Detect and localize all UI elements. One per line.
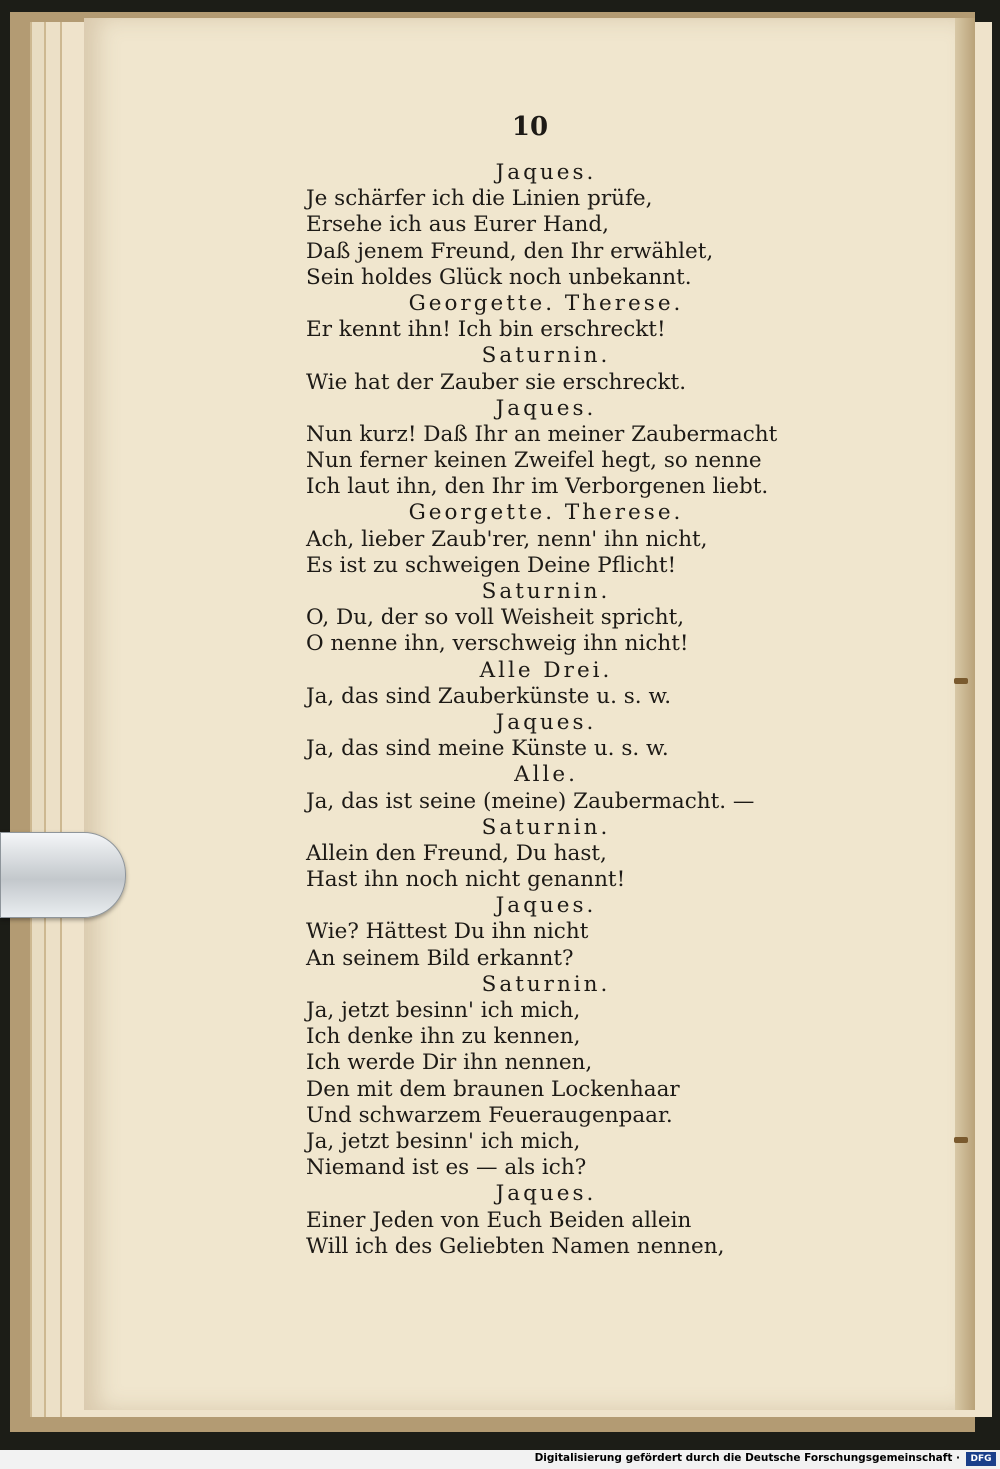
page-clip [0,832,126,918]
verse-line: Wie? Hättest Du ihn nicht [306,919,589,945]
verse-line: Sein holdes Glück noch unbekannt. [306,264,692,290]
speaker-name: Saturnin. [481,579,611,604]
page-number: 10 [511,112,549,142]
verse-line: Ich werde Dir ihn nennen, [306,1050,593,1076]
verse-line: Nun kurz! Daß Ihr an meiner Zaubermacht [306,421,778,447]
page-gutter-edge [955,18,975,1410]
verse-line: Ich laut ihn, den Ihr im Verborgenen liebt. [306,474,769,500]
verse-line: Will ich des Geliebten Namen nennen, [306,1233,725,1259]
speaker-name: Jaques. [495,709,597,735]
speaker-name: Jaques. [495,395,597,421]
verse-line: Nun ferner keinen Zweifel hegt, so nenne [306,448,762,474]
binding-thread [954,678,968,684]
speaker-name: Saturnin. [481,343,611,369]
verse-line: Ersehe ich aus Eurer Hand, [306,212,609,238]
speaker-name: Jaques. [495,1181,597,1207]
verse-line: Es ist zu schweigen Deine Pflicht! [306,552,677,578]
verse-line: Den mit dem braunen Lockenhaar [306,1076,680,1102]
speaker-name: Saturnin. [481,814,611,840]
speaker-name: Georgette. Therese. [408,290,684,316]
verse-line: Und schwarzem Feueraugenpaar. [306,1102,673,1128]
funding-credit: Digitalisierung gefördert durch die Deutsche Forschungsgemeinschaft · [534,1452,960,1464]
speaker-name: Alle Drei. [479,657,613,683]
verse-line: Ja, jetzt besinn' ich mich, [306,1128,581,1154]
speaker-name: Jaques. [495,160,597,185]
verse-line: Niemand ist es — als ich? [306,1155,587,1181]
speaker-name: Saturnin. [481,971,611,997]
verse-line: O nenne ihn, verschweig ihn nicht! [306,631,689,657]
binding-thread [954,1137,968,1143]
verse-line: An seinem Bild erkannt? [306,945,574,971]
verse-text-block [306,160,786,1260]
speaker-name: Jaques. [495,893,597,919]
verse-line: Ja, das sind Zauberkünste u. s. w. [306,683,672,709]
verse-line: Er kennt ihn! Ich bin erschreckt! [306,317,666,343]
speaker-name: Alle. [514,762,578,788]
footer-bar [0,1450,1000,1469]
verse-line: Einer Jeden von Euch Beiden allein [306,1207,692,1233]
verse-line: Ach, lieber Zaub'rer, nenn' ihn nicht, [306,526,708,552]
verse-line: Je schärfer ich die Linien prüfe, [306,186,653,212]
speaker-name: Georgette. Therese. [408,500,684,526]
verse-line: Allein den Freund, Du hast, [306,840,607,866]
verse-line: Ja, das ist seine (meine) Zaubermacht. — [306,788,755,814]
verse-line: Ich denke ihn zu kennen, [306,1024,581,1050]
verse-line: Wie hat der Zauber sie erschreckt. [306,369,687,395]
verse-line: Daß jenem Freund, den Ihr erwählet, [306,238,714,264]
dfg-logo-icon: DFG [966,1452,996,1466]
verse-line: Hast ihn noch nicht genannt! [306,867,626,893]
verse-line: O, Du, der so voll Weisheit spricht, [306,605,685,631]
verse-line: Ja, jetzt besinn' ich mich, [306,998,581,1023]
verse-line: Ja, das sind meine Künste u. s. w. [306,736,669,762]
